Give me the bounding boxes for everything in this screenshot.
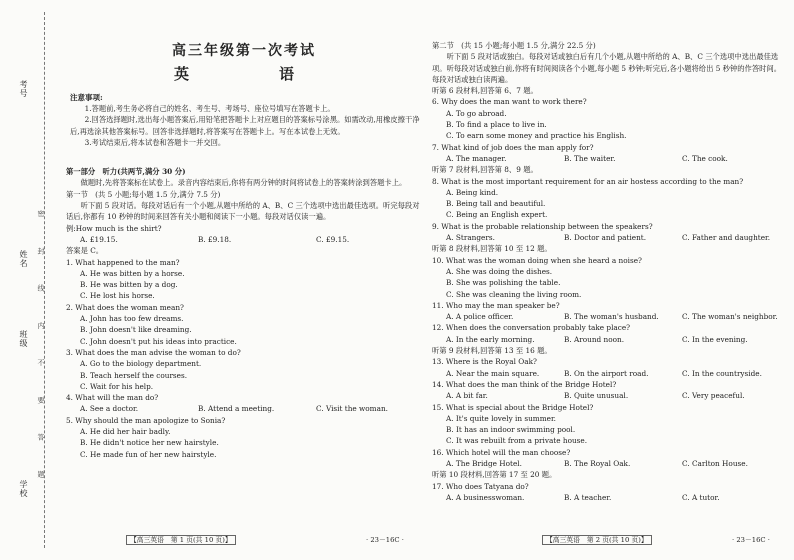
option: C. He lost his horse. — [80, 291, 155, 301]
question-text: 16. Which hotel will the man choose? — [432, 447, 571, 457]
label-class: 班级 — [19, 330, 28, 348]
material-note: 听第 6 段材料,回答第 6、7 题。 — [432, 86, 538, 96]
option: B. On the airport road. — [564, 368, 649, 378]
section2-heading: 第二节 (共 15 小题;每小题 1.5 分,满分 22.5 分) — [432, 41, 596, 50]
example-answer: 答案是 C。 — [66, 246, 104, 256]
option: B. £9.18. — [198, 234, 232, 244]
section2-intro: 听下面 5 段对话或独白。每段对话或独白后有几个小题,从题中所给的 A、B、C 三个选项中选出最佳选项。听每段对话或独白前,你将有时间阅读各个小题,每小题 5 秒钟;听完后,各小题将给出 5 秒钟的作答时间。每段对话或独白读两遍。 — [432, 52, 782, 84]
question-text: 9. What is the probable relationship between the speakers? — [432, 221, 653, 231]
option: B. To find a place to live in. — [446, 120, 547, 130]
page-2 — [432, 0, 787, 560]
option: B. He didn't notice her new hairstyle. — [80, 438, 219, 448]
question-text: 8. What is the most important requirement for an air hostess according to the man? — [432, 176, 744, 186]
option: A. The Bridge Hotel. — [446, 458, 522, 468]
section1-intro: 听下面 5 段对话。每段对话后有一个小题,从题中所给的 A、B、C 三个选项中选出最佳选项。听完每段对话后,你都有 10 秒钟的时间来回答有关小题和阅读下一小题。每段对话仅读一遍。 — [66, 201, 420, 222]
part1-intro: 做题时,先将答案标在试卷上。录音内容结束后,你将有两分钟的时间将试卷上的答案转涂到答题卡上。 — [80, 178, 407, 188]
question-text: 11. Who may the man speaker be? — [432, 300, 560, 310]
question-text: 17. Who does Tatyana do? — [432, 481, 529, 491]
notice-item: 3.考试结束后,将本试卷和答题卡一并交回。 — [84, 137, 226, 147]
option: B. The waiter. — [564, 153, 616, 163]
option: C. A tutor. — [682, 492, 720, 502]
option-row — [432, 368, 787, 379]
option: C. She was cleaning the living room. — [446, 289, 582, 299]
material-note: 听第 7 段材料,回答第 8、9 题。 — [432, 165, 538, 175]
option: A. A police officer. — [446, 312, 514, 322]
option-row — [432, 334, 787, 345]
question-list — [432, 85, 787, 503]
option: C. He made fun of her new hairstyle. — [80, 449, 217, 459]
option-row — [432, 311, 787, 322]
option: B. Doctor and patient. — [564, 233, 647, 243]
page-footer — [126, 535, 404, 545]
option: C. £9.15. — [316, 234, 350, 244]
option: A. To go abroad. — [446, 108, 507, 118]
page-1 — [66, 0, 422, 560]
option: B. The woman's husband. — [564, 312, 659, 322]
option: B. Around noon. — [564, 334, 625, 344]
question-text: 4. What will the man do? — [66, 393, 159, 403]
option: C. Very peaceful. — [682, 391, 745, 401]
page-footer — [542, 535, 770, 545]
material-note: 听第 8 段材料,回答第 10 至 12 题。 — [432, 244, 552, 254]
seal-warning-text: 密 封 线 内 不 要 答 题 — [37, 210, 45, 492]
option: C. It was rebuilt from a private house. — [446, 436, 588, 446]
option: A. The manager. — [446, 153, 507, 163]
option-row — [432, 232, 787, 243]
option: A. In the early morning. — [446, 334, 535, 344]
option: A. Near the main square. — [446, 368, 540, 378]
option: B. Teach herself the courses. — [80, 370, 188, 380]
option: A. Go to the biology department. — [80, 359, 202, 369]
option: B. Being tall and beautiful. — [446, 199, 546, 209]
question-text: 14. What does the man think of the Bridge Hotel? — [432, 379, 617, 389]
notice-heading: 注意事项: — [70, 93, 103, 102]
option: C. Being an English expert. — [446, 210, 548, 220]
option: A. It's quite lovely in summer. — [446, 413, 556, 423]
material-note: 听第 10 段材料,回答第 17 至 20 题。 — [432, 470, 557, 480]
page-number: 【高三英语 第 1 页(共 10 页)】 — [126, 535, 236, 545]
option: B. The Royal Oak. — [564, 458, 631, 468]
option-row — [432, 492, 787, 503]
option: C. Carlton House. — [682, 458, 748, 468]
option: A. A bit far. — [446, 391, 488, 401]
label-exam-number: 考号 — [19, 80, 28, 98]
example-options — [66, 234, 422, 245]
option: A. £19.15. — [80, 234, 118, 244]
question-text: 10. What was the woman doing when she heard a noise? — [432, 255, 642, 265]
option: C. John doesn't put his ideas into practice. — [80, 336, 237, 346]
option: B. Attend a meeting. — [198, 404, 275, 414]
option: C. Father and daughter. — [682, 233, 771, 243]
notice-block — [66, 92, 422, 148]
exam-title: 高三年级第一次考试 — [172, 43, 316, 59]
question-text: 13. Where is the Royal Oak? — [432, 357, 537, 367]
binding-margin — [0, 0, 60, 560]
page-number: 【高三英语 第 2 页(共 10 页)】 — [542, 535, 652, 545]
option: A. A businesswoman. — [446, 492, 525, 502]
option-row — [432, 153, 787, 164]
part1-heading: 第一部分 听力(共两节,满分 30 分) — [66, 167, 186, 177]
option-row — [432, 458, 787, 469]
subject-title: 英 语 — [173, 65, 314, 83]
option: B. John doesn't like dreaming. — [80, 325, 192, 335]
option: A. He was bitten by a horse. — [80, 268, 185, 278]
question-text: 2. What does the woman mean? — [66, 302, 184, 312]
question-text: 12. When does the conversation probably take place? — [432, 323, 631, 333]
label-name: 姓名 — [19, 250, 28, 268]
option: A. See a doctor. — [80, 404, 139, 414]
material-note: 听第 9 段材料,回答第 13 至 16 题。 — [432, 346, 552, 356]
question-text: 1. What happened to the man? — [66, 257, 180, 267]
notice-item: 2.回答选择题时,选出每小题答案后,用铅笔把答题卡上对应题目的答案标号涂黑。如需改动,用橡皮擦干净后,再选涂其他答案标号。回答非选择题时,将答案写在答题卡上。写在本试卷上无效。 — [70, 115, 420, 136]
option: C. The cook. — [682, 153, 728, 163]
option: C. In the countryside. — [682, 368, 762, 378]
paper-code: · 23－16C · — [732, 536, 770, 544]
option-row — [432, 390, 787, 401]
option: C. To earn some money and practice his English. — [446, 131, 627, 141]
question-list — [66, 257, 422, 460]
option: C. Wait for his help. — [80, 381, 154, 391]
option: B. She was polishing the table. — [446, 278, 561, 288]
label-school: 学校 — [19, 480, 28, 498]
option: B. It has an indoor swimming pool. — [446, 425, 576, 435]
paper-code: · 23－16C · — [366, 536, 404, 544]
option: B. Quite unusual. — [564, 391, 629, 401]
option: A. Being kind. — [446, 187, 499, 197]
question-text: 7. What kind of job does the man apply for? — [432, 142, 594, 152]
question-text: 5. Why should the man apologize to Sonia? — [66, 415, 226, 425]
question-text: 3. What does the man advise the woman to do? — [66, 347, 241, 357]
option: B. He was bitten by a dog. — [80, 280, 178, 290]
option: B. A teacher. — [564, 492, 612, 502]
option: C. Visit the woman. — [316, 404, 388, 414]
question-text: 15. What is special about the Bridge Hotel? — [432, 402, 594, 412]
option: C. In the evening. — [682, 334, 748, 344]
option: A. Strangers. — [446, 233, 495, 243]
option: A. She was doing the dishes. — [446, 266, 553, 276]
question-text: 6. Why does the man want to work there? — [432, 97, 587, 107]
section1-heading: 第一节 (共 5 小题;每小题 1.5 分,满分 7.5 分) — [66, 189, 221, 199]
option-row — [66, 403, 422, 414]
option: A. He did her hair badly. — [80, 427, 171, 437]
option: A. John has too few dreams. — [80, 314, 184, 324]
example-question: 例:How much is the shirt? — [66, 223, 162, 233]
notice-item: 1.答题前,考生务必将自己的姓名、考生号、考场号、座位号填写在答题卡上。 — [84, 104, 335, 113]
option: C. The woman's neighbor. — [682, 312, 778, 322]
